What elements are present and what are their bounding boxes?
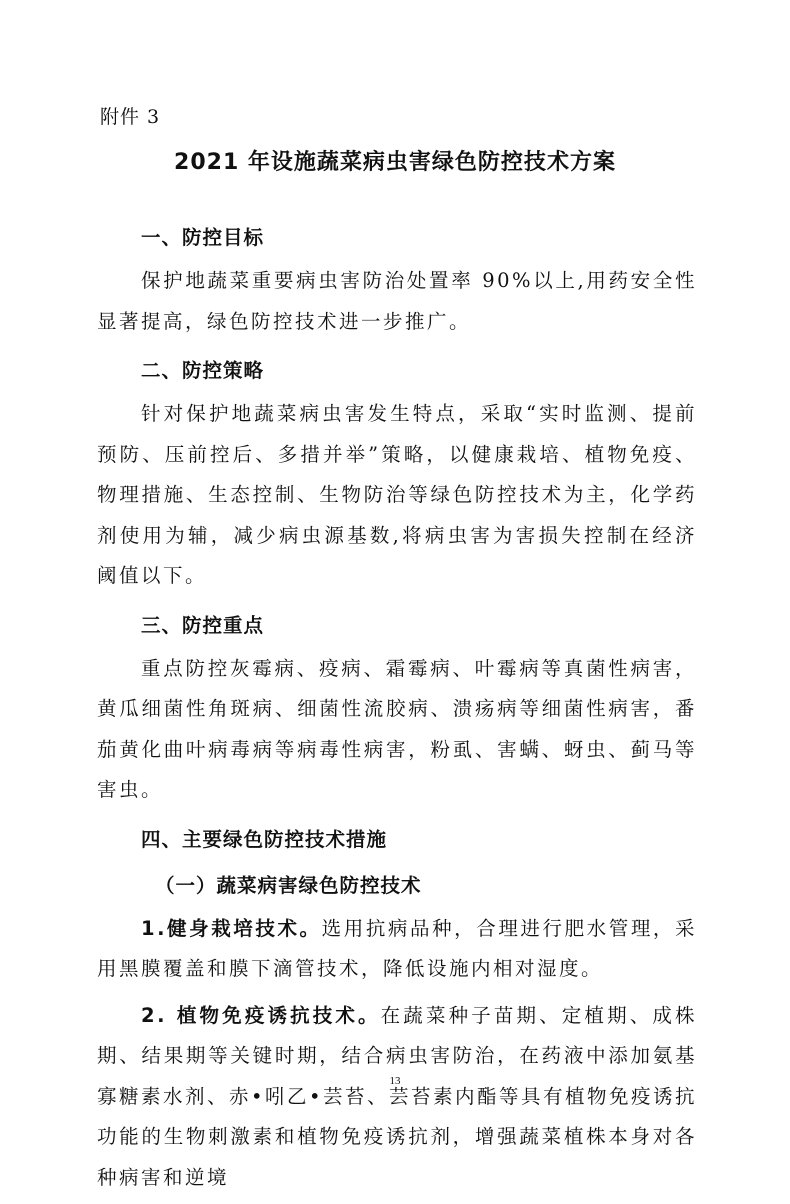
document-title: 2021 年设施蔬菜病虫害绿色防控技术方案	[174, 150, 616, 175]
section-paragraph-focus: 重点防控灰霉病、疫病、霜霉病、叶霉病等真菌性病害，黄瓜细菌性角斑病、细菌性流胶病、溃疡病等细菌性病害，番茄黄化曲叶病毒病等病毒性病害，粉虱、害螨、蚜虫、蓟马等害虫。	[97, 656, 697, 801]
section-paragraph-strategy: 针对保护地蔬菜病虫害发生特点，采取“实时监测、提前预防、压前控后、多措并举”策略，以健康栽培、植物免疫、物理措施、生态控制、生物防治等绿色防控技术为主，化学药剂使用为辅，减少病虫源基数,将病虫害为害损失控制在经济阈值以下。	[97, 402, 697, 587]
page-number: 13	[389, 1075, 401, 1087]
subsection-heading-disease-control: （一）蔬菜病害绿色防控技术	[155, 873, 422, 897]
measure-item-text: 选用抗病品种，合理进行肥水管理，采用黑膜覆盖和膜下滴管技术，降低设施内相对湿度。	[97, 916, 697, 980]
section-heading-measures: 四、主要绿色防控技术措施	[141, 827, 388, 851]
section-heading-focus: 三、防控重点	[141, 613, 265, 637]
attachment-label: 附件 3	[100, 106, 161, 128]
section-heading-goals: 一、防控目标	[141, 226, 265, 249]
measure-item-lead: 1.健身栽培技术。	[141, 916, 322, 940]
measure-item-cultivation	[97, 909, 697, 990]
section-paragraph-goals: 保护地蔬菜重要病虫害防治处置率 90%以上,用药安全性显著提高，绿色防控技术进一步推广。	[97, 269, 697, 333]
document-body	[97, 215, 697, 1204]
measure-item-lead: 2. 植物免疫诱抗技术。	[141, 1003, 381, 1027]
measure-item-text: 在蔬菜种子苗期、定植期、成株期、结果期等关键时期，结合病虫害防治，在药液中添加氨基寡糖素水剂、赤•吲乙•芸苔、芸苔素内酯等具有植物免疫诱抗功能的生物刺激素和植物免疫诱抗剂，增强蔬菜植株本身对各种病害和逆境	[97, 1003, 698, 1189]
section-heading-strategy: 二、防控策略	[141, 359, 265, 382]
measure-item-immunity	[97, 996, 697, 1199]
